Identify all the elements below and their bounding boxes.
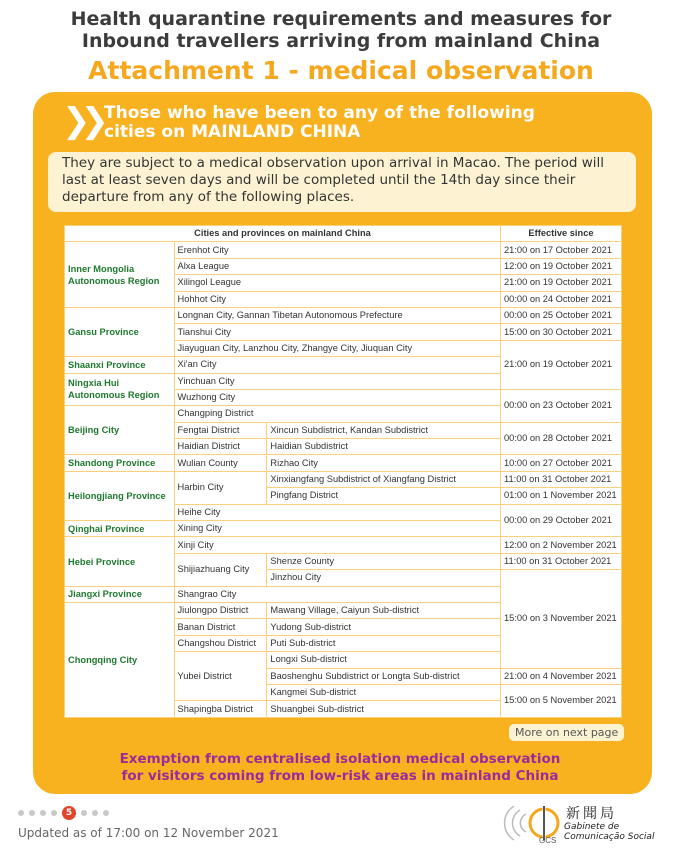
table-row bbox=[65, 242, 622, 258]
province-cell: Shaanxi Province bbox=[65, 357, 175, 373]
place-cell: Alxa League bbox=[174, 258, 500, 274]
subplace-cell: Yudong Sub-district bbox=[267, 619, 501, 635]
page-dot[interactable] bbox=[81, 810, 87, 816]
place-cell: Haidian District bbox=[174, 439, 267, 455]
place-cell: Shangrao City bbox=[174, 586, 500, 602]
page-dot[interactable] bbox=[103, 810, 109, 816]
subplace-cell: Haidian Subdistrict bbox=[267, 439, 501, 455]
more-on-next-page-button[interactable]: More on next page bbox=[509, 724, 624, 741]
place-cell: Shijiazhuang City bbox=[174, 553, 267, 586]
date-cell: 15:00 on 30 October 2021 bbox=[500, 324, 621, 340]
date-cell: 12:00 on 2 November 2021 bbox=[500, 537, 621, 553]
place-cell: Changping District bbox=[174, 406, 500, 422]
province-cell: Hebei Province bbox=[65, 537, 175, 586]
date-cell: 21:00 on 4 November 2021 bbox=[500, 668, 621, 684]
place-cell: Fengtai District bbox=[174, 422, 267, 438]
province-cell: Chongqing City bbox=[65, 602, 175, 717]
date-cell: 10:00 on 27 October 2021 bbox=[500, 455, 621, 471]
date-cell: 00:00 on 28 October 2021 bbox=[500, 422, 621, 455]
page-dot-current[interactable]: 5 bbox=[62, 806, 76, 820]
date-cell: 21:00 on 19 October 2021 bbox=[500, 340, 621, 389]
column-header: Cities and provinces on mainland China bbox=[65, 226, 501, 242]
column-header: Effective since bbox=[500, 226, 621, 242]
table-row bbox=[65, 455, 622, 471]
place-cell: Tianshui City bbox=[174, 324, 500, 340]
page-dot[interactable] bbox=[40, 810, 46, 816]
place-cell: Heihe City bbox=[174, 504, 500, 520]
place-cell: Xining City bbox=[174, 521, 500, 537]
subplace-cell: Baoshenghu Subdistrict or Longta Sub-district bbox=[267, 668, 501, 684]
subplace-cell: Xincun Subdistrict, Kandan Subdistrict bbox=[267, 422, 501, 438]
place-cell: Yubei District bbox=[174, 652, 267, 701]
section-heading: Those who have been to any of the following cities on MAINLAND CHINA bbox=[104, 103, 535, 142]
logo-chinese: 新聞局 bbox=[566, 806, 617, 822]
table-row bbox=[65, 471, 622, 487]
province-cell: Qinghai Province bbox=[65, 521, 175, 537]
table-header-row bbox=[65, 226, 622, 242]
province-cell: Beijing City bbox=[65, 406, 175, 455]
subplace-cell: Jinzhou City bbox=[267, 570, 501, 586]
page-dot[interactable] bbox=[51, 810, 57, 816]
place-cell: Xinji City bbox=[174, 537, 500, 553]
table-row bbox=[65, 537, 622, 553]
pagination bbox=[18, 806, 109, 820]
place-cell: Banan District bbox=[174, 619, 267, 635]
subplace-cell: Shuangbei Sub-district bbox=[267, 701, 501, 717]
place-cell: Shapingba District bbox=[174, 701, 267, 717]
logo-initials: GCS bbox=[539, 836, 557, 845]
province-cell: Gansu Province bbox=[65, 307, 175, 356]
date-cell: 00:00 on 23 October 2021 bbox=[500, 389, 621, 422]
subplace-cell: Longxi Sub-district bbox=[267, 652, 501, 668]
province-cell: Heilongjiang Province bbox=[65, 471, 175, 520]
subplace-cell: Puti Sub-district bbox=[267, 635, 501, 651]
subplace-cell: Kangmei Sub-district bbox=[267, 684, 501, 700]
page-dot[interactable] bbox=[18, 810, 24, 816]
page-subtitle: Attachment 1 - medical observation bbox=[88, 56, 594, 85]
province-cell: Jiangxi Province bbox=[65, 586, 175, 602]
place-cell: Changshou District bbox=[174, 635, 267, 651]
date-cell: 11:00 on 31 October 2021 bbox=[500, 553, 621, 569]
subplace-cell: Mawang Village, Caiyun Sub-district bbox=[267, 602, 501, 618]
subplace-cell: Xinxiangfang Subdistrict of Xiangfang District bbox=[267, 471, 501, 487]
places-table bbox=[64, 225, 622, 718]
subplace-cell: Shenze County bbox=[267, 553, 501, 569]
date-cell: 00:00 on 29 October 2021 bbox=[500, 504, 621, 537]
logo-portuguese: Gabinete de Comunicação Social bbox=[564, 822, 655, 842]
place-cell: Harbin City bbox=[174, 471, 267, 504]
place-cell: Wuzhong City bbox=[174, 389, 500, 405]
province-cell: Inner Mongolia Autonomous Region bbox=[65, 242, 175, 308]
updated-timestamp: Updated as of 17:00 on 12 November 2021 bbox=[18, 826, 279, 840]
page-dot[interactable] bbox=[29, 810, 35, 816]
date-cell: 11:00 on 31 October 2021 bbox=[500, 471, 621, 487]
place-cell: Erenhot City bbox=[174, 242, 500, 258]
province-cell: Ningxia Hui Autonomous Region bbox=[65, 373, 175, 406]
place-cell: Wulian County bbox=[174, 455, 267, 471]
date-cell: 01:00 on 1 November 2021 bbox=[500, 488, 621, 504]
date-cell: 15:00 on 5 November 2021 bbox=[500, 684, 621, 717]
place-cell: Yinchuan City bbox=[174, 373, 500, 389]
place-cell: Xilingol League bbox=[174, 275, 500, 291]
place-cell: Jiulongpo District bbox=[174, 602, 267, 618]
place-cell: Xi'an City bbox=[174, 357, 500, 373]
subplace-cell: Pingfang District bbox=[267, 488, 501, 504]
place-cell: Hohhot City bbox=[174, 291, 500, 307]
table-row bbox=[65, 307, 622, 323]
date-cell: 21:00 on 17 October 2021 bbox=[500, 242, 621, 258]
date-cell: 00:00 on 24 October 2021 bbox=[500, 291, 621, 307]
province-cell: Shandong Province bbox=[65, 455, 175, 471]
exemption-link[interactable]: Exemption from centralised isolation medical observation for visitors coming from low-risk areas in mainland China bbox=[119, 751, 561, 784]
observation-note: They are subject to a medical observation upon arrival in Macao. The period will last at least seven days and will be completed until the 14th day since their departure from any of the following places. bbox=[48, 152, 636, 212]
place-cell: Longnan City, Gannan Tibetan Autonomous Prefecture bbox=[174, 307, 500, 323]
page-dot[interactable] bbox=[92, 810, 98, 816]
subplace-cell: Rizhao City bbox=[267, 455, 501, 471]
date-cell: 15:00 on 3 November 2021 bbox=[500, 570, 621, 668]
double-chevron-icon: ❯❯ bbox=[62, 101, 99, 141]
date-cell: 00:00 on 25 October 2021 bbox=[500, 307, 621, 323]
place-cell: Jiayuguan City, Lanzhou City, Zhangye City, Jiuquan City bbox=[174, 340, 500, 356]
date-cell: 21:00 on 19 October 2021 bbox=[500, 275, 621, 291]
page-title: Health quarantine requirements and measures for Inbound travellers arriving from mainland China bbox=[70, 8, 612, 52]
date-cell: 12:00 on 19 October 2021 bbox=[500, 258, 621, 274]
